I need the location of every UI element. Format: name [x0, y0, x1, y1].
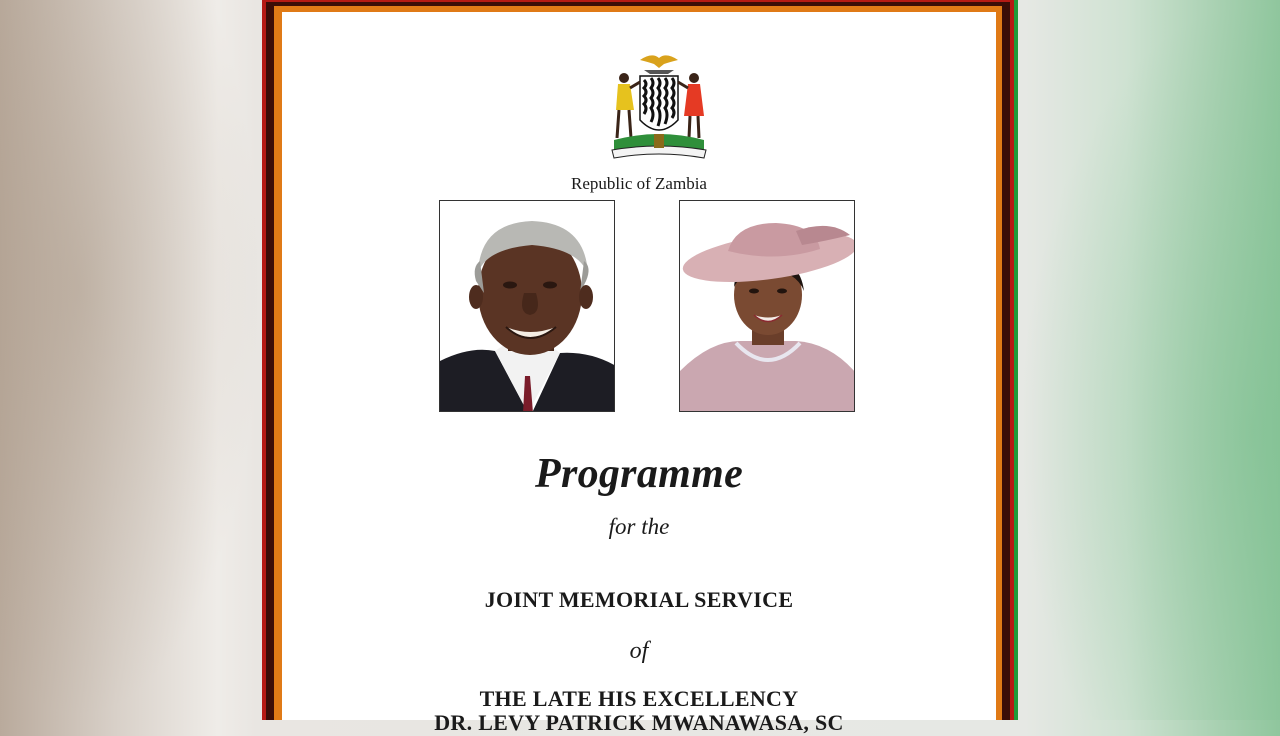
- programme-title: Programme: [534, 451, 744, 497]
- background-blur-left: [0, 0, 262, 720]
- deceased-name-partial: DR. LEVY PATRICK MWANAWASA, SC: [434, 710, 844, 735]
- republic-label: Republic of Zambia: [571, 174, 707, 193]
- honorific-line: THE LATE HIS EXCELLENCY: [479, 686, 799, 711]
- programme-document: [262, 0, 1018, 735]
- background-blur-right: [1018, 0, 1280, 720]
- portrait-man: [439, 200, 615, 412]
- service-heading: JOINT MEMORIAL SERVICE: [484, 587, 794, 612]
- portrait-woman-hat: [679, 200, 855, 412]
- connector-of: of: [629, 638, 649, 664]
- coat-of-arms-icon: [604, 48, 714, 168]
- programme-subtitle: for the: [608, 514, 670, 539]
- document-page: [282, 12, 996, 735]
